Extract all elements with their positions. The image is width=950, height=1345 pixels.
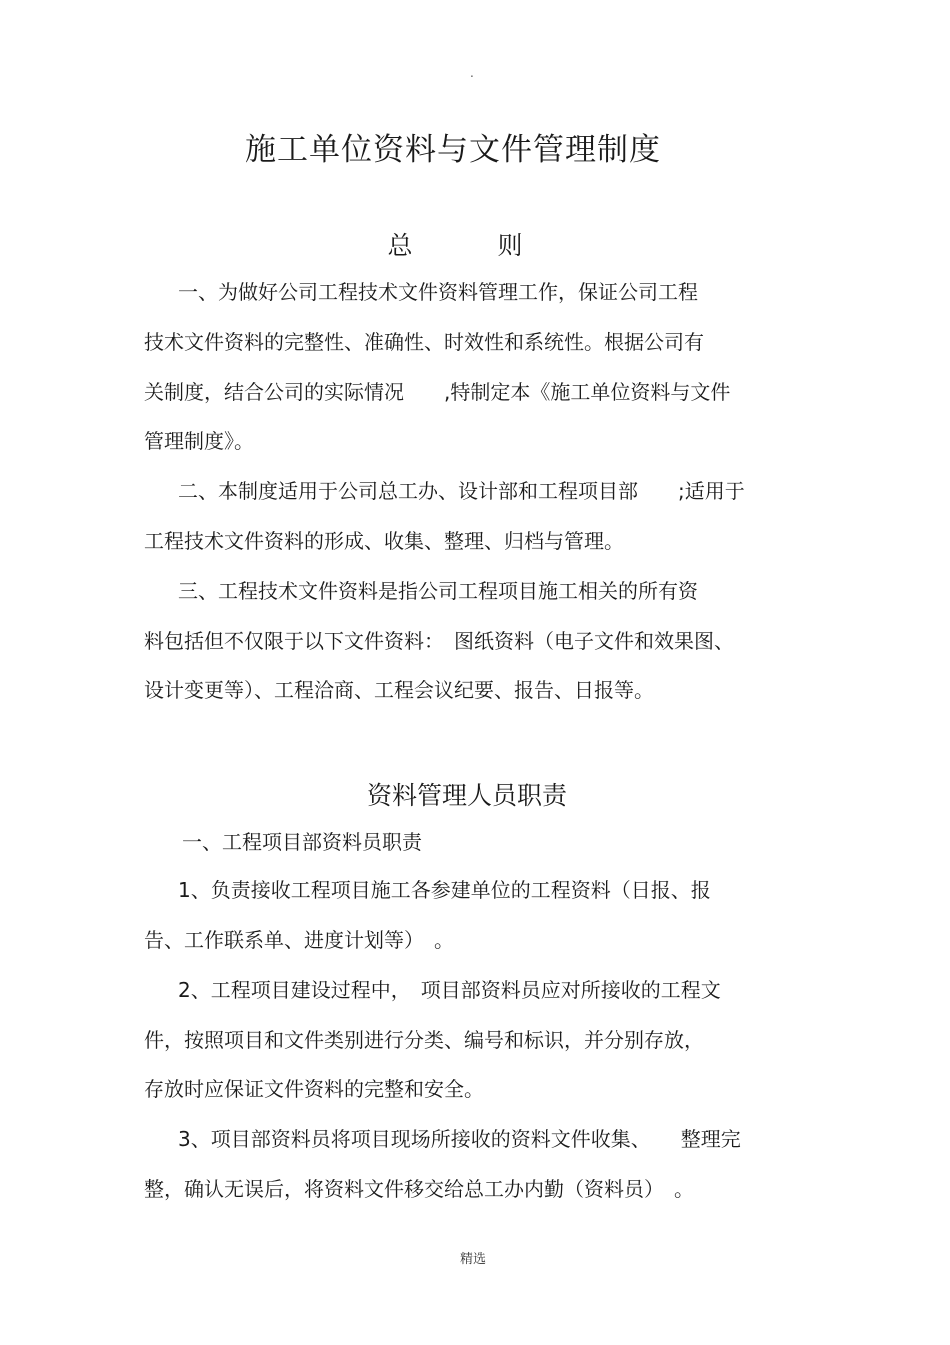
section-heading-duties: 资料管理人员职责 — [366, 781, 567, 810]
duties-line-2: 1、负责接收工程项目施工各参建单位的工程资料（日报、报 — [178, 878, 711, 902]
duties-line-7: 3、项目部资料员将项目现场所接收的资料文件收集、 整理完 — [178, 1127, 741, 1151]
general-line-7: 三、工程技术文件资料是指公司工程项目施工相关的所有资 — [178, 579, 698, 603]
duties-line-8: 整，确认无误后，将资料文件移交给总工办内勤（资料员） 。 — [144, 1177, 694, 1201]
general-line-2: 技术文件资料的完整性、准确性、时效性和系统性。根据公司有 — [144, 330, 704, 354]
general-line-9: 设计变更等）、工程洽商、工程会议纪要、报告、日报等。 — [144, 678, 654, 702]
general-line-8: 料包括但不仅限于以下文件资料： 图纸资料（电子文件和效果图、 — [144, 629, 734, 653]
document-title: 施工单位资料与文件管理制度 — [245, 132, 661, 168]
general-line-4: 管理制度》。 — [144, 429, 254, 453]
duties-line-6: 存放时应保证文件资料的完整和安全。 — [144, 1077, 484, 1101]
duties-line-1: 一、工程项目部资料员职责 — [182, 830, 422, 854]
general-line-5: 二、本制度适用于公司总工办、设计部和工程项目部 ;适用于 — [178, 479, 745, 503]
section-heading-general: 总 则 — [387, 231, 553, 260]
duties-line-5: 件，按照项目和文件类别进行分类、编号和标识，并分别存放， — [144, 1028, 704, 1052]
general-line-3: 关制度，结合公司的实际情况 ,特制定本《施工单位资料与文件 — [144, 380, 731, 404]
duties-line-3: 告、工作联系单、进度计划等） 。 — [144, 928, 454, 952]
duties-line-4: 2、工程项目建设过程中， 项目部资料员应对所接收的工程文 — [178, 978, 721, 1002]
page-footer: 精选 — [459, 1252, 486, 1267]
general-line-1: 一、为做好公司工程技术文件资料管理工作，保证公司工程 — [178, 280, 698, 304]
top-mark: . — [470, 66, 474, 80]
general-line-6: 工程技术文件资料的形成、收集、整理、归档与管理。 — [144, 529, 624, 553]
